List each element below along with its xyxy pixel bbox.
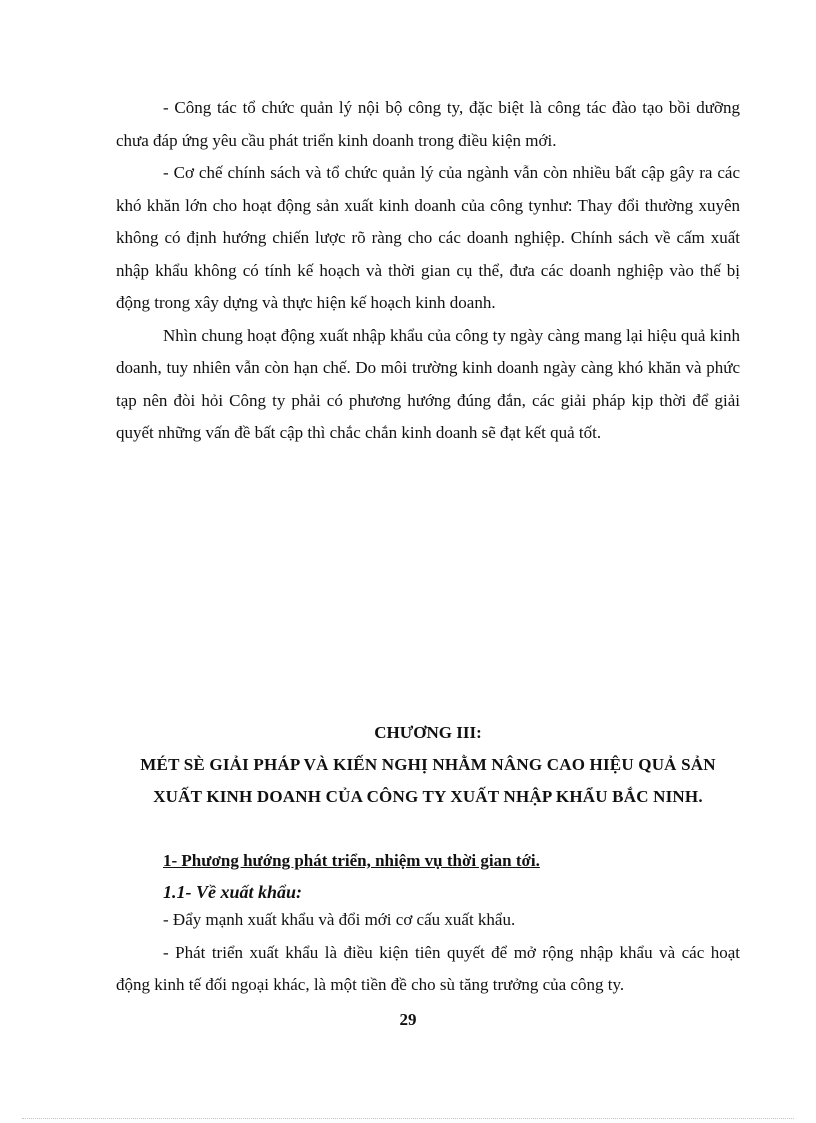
subsection-heading-1-1: 1.1- Về xuất khẩu:: [163, 882, 303, 902]
paragraph-policy-issues: - Cơ chế chính sách và tổ chức quản lý của ngành vẫn còn nhiều bất cập gây ra các khó khăn lớn cho hoạt động sản xuất kinh doanh của công tynhư: Thay đổi thường xuyên không có định hướng chiến lược rõ ràng cho các doanh nghiệp. Chính sách về cấm xuất nhập khẩu không có tính kế hoạch và thời gian cụ thể, đưa các doanh nghiệp vào thế bị động trong xây dựng và thực hiện kế hoạch kinh doanh.: [116, 163, 740, 312]
body-text-top: [116, 92, 740, 450]
page-edge-divider: [22, 1118, 794, 1119]
page-number: 29: [399, 1010, 417, 1029]
paragraph-internal-management: - Công tác tổ chức quản lý nội bộ công ty, đặc biệt là công tác đào tạo bồi dưỡng chưa đáp ứng yêu cầu phát triển kinh doanh trong điều kiện mới.: [116, 98, 740, 150]
section-heading-1: 1- Phương hướng phát triển, nhiệm vụ thời gian tới.: [163, 851, 540, 870]
body-text-bottom: [116, 904, 740, 1002]
chapter-label: CHƯƠNG III:: [374, 723, 482, 742]
paragraph-export-development: - Phát triển xuất khẩu là điều kiện tiên quyết để mở rộng nhập khẩu và các hoạt động kinh tế đối ngoại khác, là một tiền đề cho sù tăng trưởng của công ty.: [116, 942, 740, 994]
chapter-title: MÉT SÈ GIẢI PHÁP VÀ KIẾN NGHỊ NHẰM NÂNG CAO HIỆU QUẢ SẢN XUẤT KINH DOANH CỦA CÔNG TY XUẤT NHẬP KHẨU BẮC NINH.: [140, 755, 716, 806]
paragraph-export-push: - Đẩy mạnh xuất khẩu và đổi mới cơ cấu xuất khẩu.: [163, 910, 516, 929]
paragraph-overview: Nhìn chung hoạt động xuất nhập khẩu của công ty ngày càng mang lại hiệu quả kinh doanh, tuy nhiên vẫn còn hạn chế. Do môi trường kinh doanh ngày càng khó khăn và phức tạp nên đòi hỏi Công ty phải có phương hướng đúng đắn, các giải pháp kịp thời để giải quyết những vấn đề bất cập thì chắc chắn kinh doanh sẽ đạt kết quả tốt.: [116, 325, 740, 442]
